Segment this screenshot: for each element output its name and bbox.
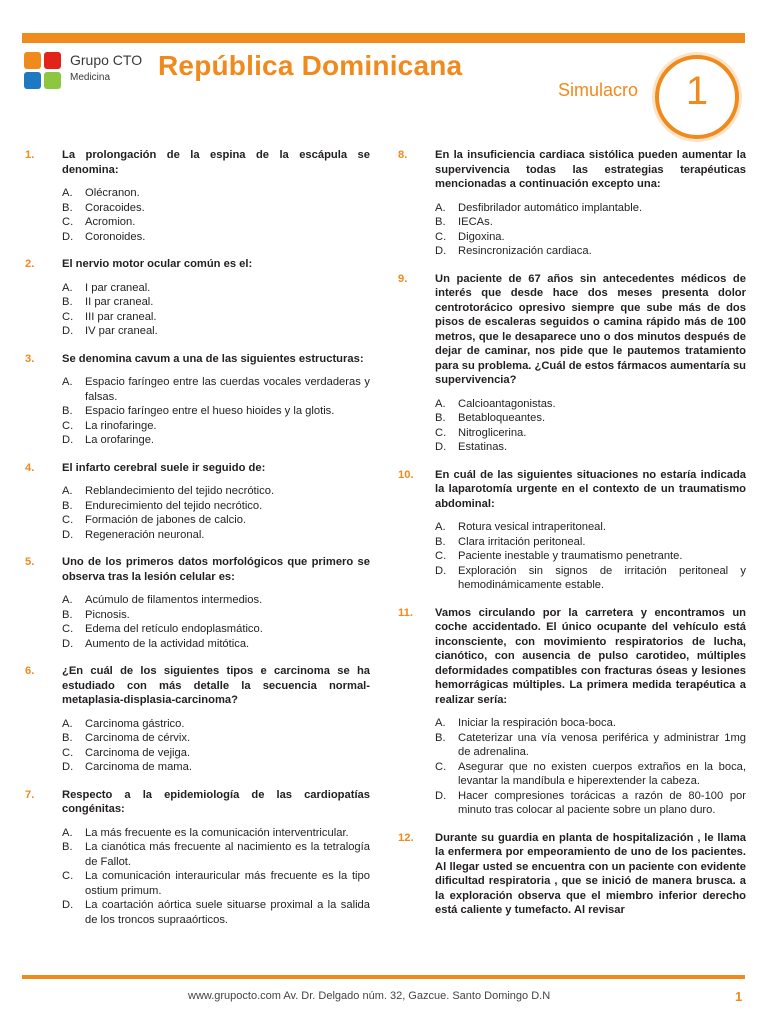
question-text: Respecto a la epidemiología de las cardiopatías congénitas: (62, 788, 370, 815)
option-text: Exploración sin signos de irritación peritoneal y hemodinámicamente estable. (458, 564, 746, 591)
option-text: Carcinoma de mama. (85, 761, 192, 773)
questions-right-column (398, 148, 746, 931)
sim-number-badge (655, 55, 739, 139)
answer-option (62, 826, 370, 841)
option-letter: D. (62, 434, 74, 446)
bottom-accent-bar (22, 975, 745, 979)
option-letter: B. (435, 535, 446, 548)
option-text: IECAs. (458, 216, 493, 228)
answer-option (435, 426, 746, 441)
option-letter: A. (62, 187, 73, 199)
option-letter: C. (435, 426, 447, 439)
option-letter: D. (435, 789, 447, 802)
option-text: II par craneal. (85, 296, 154, 308)
option-text: Endurecimiento del tejido necrótico. (85, 499, 263, 512)
option-letter: C. (62, 216, 74, 228)
option-letter: A. (62, 826, 73, 839)
option-letter: D. (62, 325, 74, 337)
option-text: Formación de jabones de calcio. (85, 514, 247, 526)
answer-option (435, 731, 746, 760)
question-number: 5. (25, 556, 35, 568)
question-item (25, 461, 370, 543)
option-letter: B. (435, 731, 446, 744)
option-letter: A. (435, 397, 446, 410)
answer-option (62, 215, 370, 230)
top-accent-bar (22, 33, 745, 43)
question-item (398, 606, 746, 818)
answer-option (62, 637, 370, 652)
option-letter: C. (62, 514, 74, 526)
option-letter: A. (435, 201, 446, 214)
answer-option (62, 375, 370, 404)
option-text: Estatinas. (458, 441, 508, 453)
question-number: 11. (398, 606, 413, 619)
option-text: Carcinoma gástrico. (85, 717, 185, 730)
option-text: Nitroglicerina. (458, 426, 527, 439)
option-letter: B. (62, 296, 73, 308)
option-text: Clara irritación peritoneal. (458, 535, 586, 548)
option-letter: C. (62, 310, 74, 323)
option-letter: B. (435, 216, 446, 228)
option-text: Aumento de la actividad mitótica. (85, 637, 250, 650)
option-letter: B. (62, 608, 73, 621)
option-letter: C. (435, 550, 447, 562)
option-text: Resincronización cardiaca. (458, 245, 592, 257)
question-text: ¿En cuál de los siguientes tipos e carcinoma se ha estudiado con más detalle la secuencia normal-metaplasia-displasia-carcinoma? (62, 665, 370, 706)
option-text: Rotura vesical intraperitoneal. (458, 521, 606, 533)
answer-options (435, 397, 746, 455)
option-text: Digoxina. (458, 230, 505, 243)
answer-option (62, 419, 370, 434)
option-text: Paciente inestable y traumatismo penetrante. (458, 550, 683, 562)
answer-option (62, 760, 370, 775)
question-text: Se denomina cavum a una de las siguientes estructuras: (62, 352, 364, 365)
question-number: 6. (25, 665, 35, 677)
question-item (398, 468, 746, 593)
answer-option (435, 230, 746, 245)
answer-option (62, 528, 370, 543)
option-text: Coracoides. (85, 201, 145, 214)
answer-option (435, 520, 746, 535)
brand-sub: Medicina (70, 72, 111, 83)
answer-option (62, 295, 370, 310)
page-number: 1 (735, 989, 743, 1004)
option-letter: B. (62, 841, 73, 853)
question-text: La prolongación de la espina de la escápula se denomina: (62, 149, 370, 176)
option-text: La más frecuente es la comunicación interventricular. (85, 826, 349, 839)
option-letter: B. (62, 201, 73, 214)
option-letter: D. (62, 899, 74, 911)
question-text: En cuál de las siguientes situaciones no estaría indicada la laparotomía urgente en el contexto de un traumatismo abdominal: (435, 468, 746, 510)
answer-options (62, 186, 370, 244)
option-text: Picnosis. (85, 608, 130, 621)
option-letter: A. (62, 485, 73, 497)
option-letter: B. (62, 405, 73, 417)
question-number: 12. (398, 831, 414, 844)
option-text: La coartación aórtica suele situarse proximal a la salida de los troncos supraaórticos. (85, 899, 370, 926)
answer-option (435, 397, 746, 412)
option-text: Acromion. (85, 216, 136, 228)
option-letter: D. (62, 230, 74, 243)
option-text: III par craneal. (85, 310, 157, 323)
option-text: Asegurar que no existen cuerpos extraños en la boca, levantar la mandíbula e hiperextender la cabeza. (458, 760, 746, 787)
questions-left-column (25, 148, 370, 940)
question-text: Un paciente de 67 años sin antecedentes médicos de interés que desde hace dos meses presenta dolor centrotorácico opresivo siempre que sube más de dos pisos de escaleras seguidos o camina rápido más de 100 metros, que le desaparece uno o dos minutos después de dejar de caminar, nos pide que le pautemos tratamiento para su problema. ¿Cuál de estos fármacos aumentaría su supervivencia? (435, 272, 746, 386)
option-letter: D. (435, 245, 447, 257)
option-text: Iniciar la respiración boca-boca. (458, 717, 616, 729)
option-text: Carcinoma de vejiga. (85, 746, 191, 759)
option-letter: D. (62, 637, 74, 650)
question-text: El infarto cerebral suele ir seguido de: (62, 461, 266, 474)
answer-option (62, 593, 370, 608)
option-letter: B. (435, 412, 446, 424)
question-number: 3. (25, 352, 35, 365)
answer-option (62, 746, 370, 761)
question-item (25, 788, 370, 928)
option-text: Acúmulo de filamentos intermedios. (85, 594, 263, 606)
question-item (25, 664, 370, 775)
answer-options (435, 716, 746, 818)
option-text: I par craneal. (85, 281, 151, 294)
answer-option (435, 201, 746, 216)
option-text: Regeneración neuronal. (85, 528, 205, 541)
sim-number: 1 (685, 69, 709, 113)
answer-option (435, 716, 746, 731)
question-text: En la insuficiencia cardiaca sistólica pueden aumentar la supervivencia todas las estrategias terapéuticas mencionadas a continuación excepto una: (435, 149, 746, 190)
question-item (25, 148, 370, 244)
answer-options (62, 484, 370, 542)
option-text: Coronoides. (85, 230, 146, 243)
question-item (398, 831, 746, 918)
question-number: 2. (25, 258, 35, 270)
option-letter: C. (62, 746, 74, 759)
answer-option (435, 564, 746, 593)
answer-options (435, 201, 746, 259)
answer-option (62, 499, 370, 514)
option-letter: D. (435, 441, 447, 453)
answer-option (62, 404, 370, 419)
answer-option (62, 840, 370, 869)
question-number: 10. (398, 468, 414, 481)
answer-option (435, 760, 746, 789)
option-letter: B. (62, 732, 73, 744)
option-text: Cateterizar una vía venosa periférica y administrar 1mg de adrenalina. (458, 731, 746, 758)
option-text: Betabloqueantes. (458, 412, 546, 424)
answer-option (62, 513, 370, 528)
answer-option (435, 244, 746, 259)
option-text: Hacer compresiones torácicas a razón de 80-100 por minuto tras colocar al paciente sobre un plano duro. (458, 789, 746, 816)
option-letter: C. (62, 870, 74, 882)
option-letter: B. (62, 499, 73, 512)
answer-option (62, 433, 370, 448)
option-text: Edema del retículo endoplasmático. (85, 623, 263, 635)
question-number: 8. (398, 149, 408, 161)
option-letter: C. (62, 419, 74, 432)
option-text: La orofaringe. (85, 434, 155, 446)
answer-options (62, 375, 370, 448)
question-item (25, 257, 370, 339)
option-text: Espacio faríngeo entre el hueso hioides y la glotis. (85, 405, 335, 417)
answer-option (62, 230, 370, 245)
answer-options (62, 593, 370, 651)
answer-option (62, 324, 370, 339)
answer-option (62, 310, 370, 325)
sim-label: Simulacro (558, 80, 639, 100)
option-text: Olécranon. (85, 187, 140, 199)
answer-option (62, 484, 370, 499)
option-text: Calcioantagonistas. (458, 397, 556, 410)
option-letter: C. (435, 230, 447, 243)
answer-option (435, 789, 746, 818)
answer-option (62, 717, 370, 732)
option-text: Desfibrilador automático implantable. (458, 201, 643, 214)
answer-option (435, 411, 746, 426)
option-letter: D. (435, 564, 447, 577)
answer-options (435, 520, 746, 593)
question-number: 9. (398, 272, 408, 285)
answer-option (62, 281, 370, 296)
option-letter: C. (62, 623, 74, 635)
answer-option (435, 535, 746, 550)
answer-option (435, 440, 746, 455)
answer-options (62, 826, 370, 928)
question-text: Durante su guardia en planta de hospitalización , le llama la enfermera por empeoramiento de uno de los pacientes. Al llegar usted se encuentra con un paciente con evidente dificultad respiratoria , que se inició de manera brusca. a la exploración observa que el miembro inferior derecho está caliente y tumefacto. Al revisar (435, 831, 746, 916)
answer-option (62, 608, 370, 623)
answer-options (62, 281, 370, 339)
option-letter: D. (62, 761, 74, 773)
question-number: 1. (25, 149, 35, 161)
option-letter: A. (62, 281, 73, 294)
footer-contact: www.grupocto.com Av. Dr. Delgado núm. 32, Gazcue. Santo Domingo D.N (188, 990, 551, 1002)
option-text: La rinofaringe. (85, 419, 157, 432)
option-text: La comunicación interauricular más frecuente es la tipo ostium primum. (85, 870, 370, 897)
option-text: Espacio faríngeo entre las cuerdas vocales verdaderas y falsas. (85, 376, 370, 403)
option-text: Carcinoma de cérvix. (85, 732, 191, 744)
option-letter: D. (62, 528, 74, 541)
question-text: Uno de los primeros datos morfológicos que primero se observa tras la lesión celular es: (62, 556, 370, 583)
option-letter: A. (62, 376, 73, 388)
answer-option (435, 215, 746, 230)
answer-option (435, 549, 746, 564)
option-text: La cianótica más frecuente al nacimiento es la tetralogía de Fallot. (85, 841, 370, 868)
answer-option (62, 898, 370, 927)
answer-option (62, 622, 370, 637)
question-item (398, 148, 746, 259)
question-number: 4. (25, 461, 35, 474)
question-text: Vamos circulando por la carretera y encontramos un coche accidentado. El único ocupante del vehículo está inconsciente, con movimiento respiratorios de lucha, cianótico, con ausencia de pulso carotideo, múltiples deformidades compatibles con fracturas óseas y lesiones hemorrágicas múltiples. La primera medida terapéutica a realizar sería: (435, 606, 746, 706)
option-letter: A. (435, 521, 446, 533)
option-text: Reblandecimiento del tejido necrótico. (85, 485, 275, 497)
answer-options (62, 717, 370, 775)
option-letter: A. (62, 717, 73, 730)
question-item (398, 272, 746, 455)
question-number: 7. (25, 788, 35, 801)
question-item (25, 352, 370, 448)
option-letter: C. (435, 760, 447, 773)
grupo-cto-logo-icon (24, 52, 62, 90)
option-text: IV par craneal. (85, 325, 158, 337)
answer-option (62, 869, 370, 898)
brand-name: Grupo CTO (70, 52, 143, 68)
option-letter: A. (62, 594, 73, 606)
option-letter: A. (435, 717, 446, 729)
answer-option (62, 186, 370, 201)
answer-option (62, 201, 370, 216)
question-text: El nervio motor ocular común es el: (62, 258, 253, 270)
brand (70, 52, 142, 83)
answer-option (62, 731, 370, 746)
question-item (25, 555, 370, 651)
page-title: República Dominicana (158, 50, 463, 81)
